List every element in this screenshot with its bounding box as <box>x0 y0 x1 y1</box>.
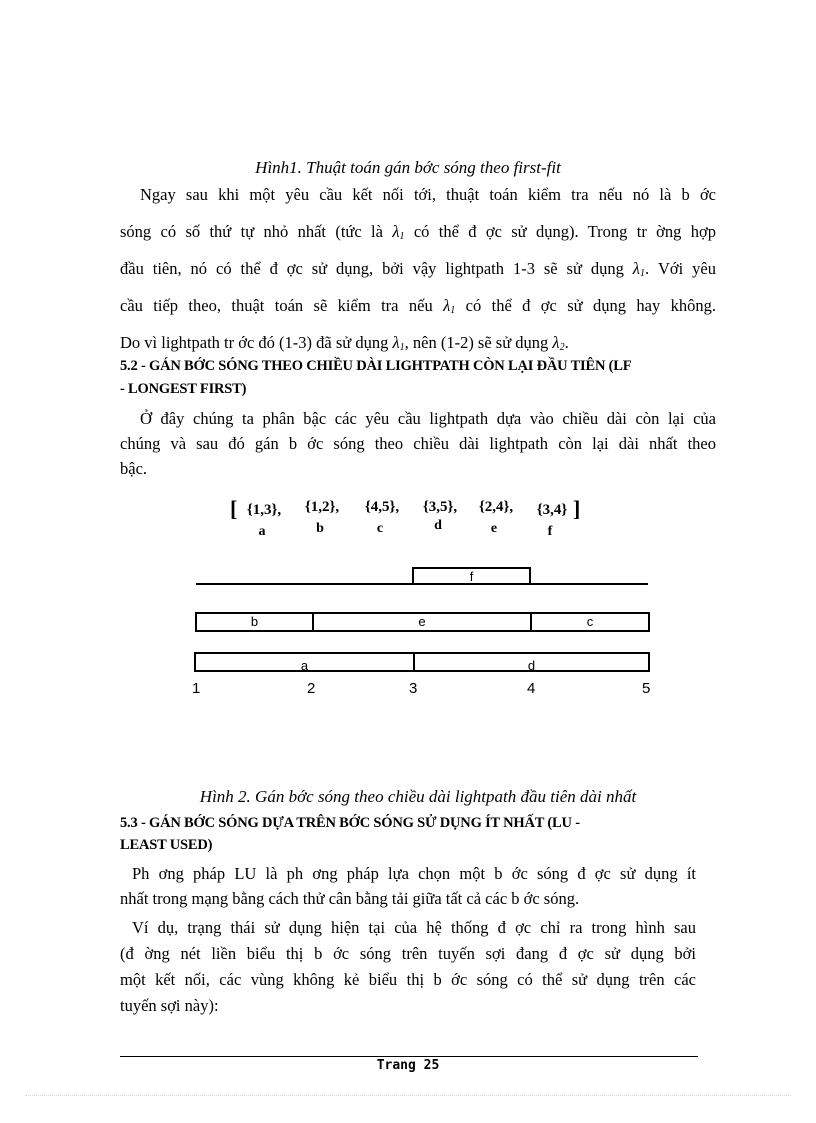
p1-line3: đầu tiên, nó có thể đ ợc sử dụng, bởi vậy lightpath 1-3 sẽ sử dụng $\lambda_1$. Với yêu <box>120 259 716 279</box>
figure2-caption: Hình 2. Gán bớc sóng theo chiều dài lightpath đầu tiên dài nhất <box>199 787 637 806</box>
request-item-e: {2,4}, <box>478 499 514 515</box>
p4-line1: Ví dụ, trạng thái sử dụng hiện tại của hệ thống đ ợc chỉ ra trong hình sau <box>132 918 696 937</box>
figure1-caption: Hình1. Thuật toán gán bớc sóng theo first-fit <box>255 158 561 177</box>
list-close-bracket: ] <box>573 496 581 521</box>
node-tick-1: 1 <box>192 680 201 697</box>
node-tick-3: 3 <box>409 680 418 697</box>
heading-5-3-line2: LEAST USED) <box>120 837 213 853</box>
heading-5-2-line1: 5.2 - GÁN BỚC SÓNG THEO CHIỀU DÀI LIGHTPATH CÒN LẠI ĐẦU TIÊN (LF <box>120 358 632 374</box>
request-item-b: {1,2}, <box>304 499 340 515</box>
request-item-a: {1,3}, <box>246 502 282 518</box>
segment-e: e <box>312 612 532 632</box>
list-open-bracket: [ <box>230 496 238 521</box>
request-label-a: a <box>258 524 266 539</box>
paragraph-example <box>120 916 696 1020</box>
p1-line2: sóng có số thứ tự nhỏ nhất (tức là $\lambda_1$ có thể đ ợc sử dụng). Trong tr ờng hợp <box>120 222 716 242</box>
p2-line2: chúng và sau đó gán b ớc sóng theo chiều dài lightpath còn lại dài nhất theo <box>120 434 716 453</box>
p4-line4: tuyến sợi này): <box>120 996 219 1015</box>
node-tick-2: 2 <box>307 680 316 697</box>
segment-b: b <box>195 612 314 632</box>
p2-line1: Ở đây chúng ta phân bậc các yêu cầu lightpath dựa vào chiều dài còn lại của <box>140 409 716 428</box>
heading-5-3-line1: 5.3 - GÁN BỚC SÓNG DỰA TRÊN BỚC SÓNG SỬ DỤNG ÍT NHẤT (LU - <box>120 815 580 831</box>
p1-line1: Ngay sau khi một yêu cầu kết nối tới, thuật toán kiểm tra nếu nó là b ớc <box>140 185 716 204</box>
request-label-f: f <box>547 524 553 539</box>
request-label-e: e <box>490 521 498 536</box>
node-tick-4: 4 <box>527 680 536 697</box>
p3-line1: Ph ơng pháp LU là ph ơng pháp lựa chọn một b ớc sóng đ ợc sử dụng ít <box>132 864 696 883</box>
paragraph-first-fit <box>120 183 716 359</box>
segment-d: d <box>413 652 650 672</box>
p4-line2: (đ ờng nét liền biểu thị b ớc sóng trên tuyến sợi đang đ ợc sử dụng bởi <box>120 944 696 963</box>
footer-rule <box>120 1056 698 1057</box>
request-label-d: d <box>434 518 442 533</box>
p2-line3: bậc. <box>120 459 148 478</box>
request-label-b: b <box>316 521 324 536</box>
p1-line5: Do vì lightpath tr ớc đó (1-3) đã sử dụng $\lambda_1$, nên (1-2) sẽ sử dụng $\lambda_2$. <box>120 333 569 353</box>
p1-line4: cầu tiếp theo, thuật toán sẽ kiểm tra nếu $\lambda_1$ có thể đ ợc sử dụng hay không. <box>120 296 716 316</box>
request-label-c: c <box>376 521 384 536</box>
segment-a: a <box>194 652 415 672</box>
node-tick-5: 5 <box>642 680 651 697</box>
p3-line2: nhất trong mạng bằng cách thử cân bằng tải giữa tất cả các b ớc sóng. <box>120 889 580 908</box>
heading-5-2-line2: - LONGEST FIRST) <box>120 381 247 397</box>
page-number: Trang 25 <box>376 1058 440 1073</box>
segment-c: c <box>530 612 650 632</box>
segment-f: f <box>412 567 531 585</box>
paragraph-least-used <box>120 862 696 912</box>
request-item-f: {3,4} <box>536 502 568 518</box>
page-bottom-border <box>25 1095 791 1096</box>
request-item-c: {4,5}, <box>364 499 400 515</box>
paragraph-longest-first <box>120 407 716 482</box>
request-item-d: {3,5}, <box>422 499 458 515</box>
p4-line3: một kết nối, các vùng không kẻ biểu thị b ớc sóng có thể sử dụng trên các <box>120 970 696 989</box>
